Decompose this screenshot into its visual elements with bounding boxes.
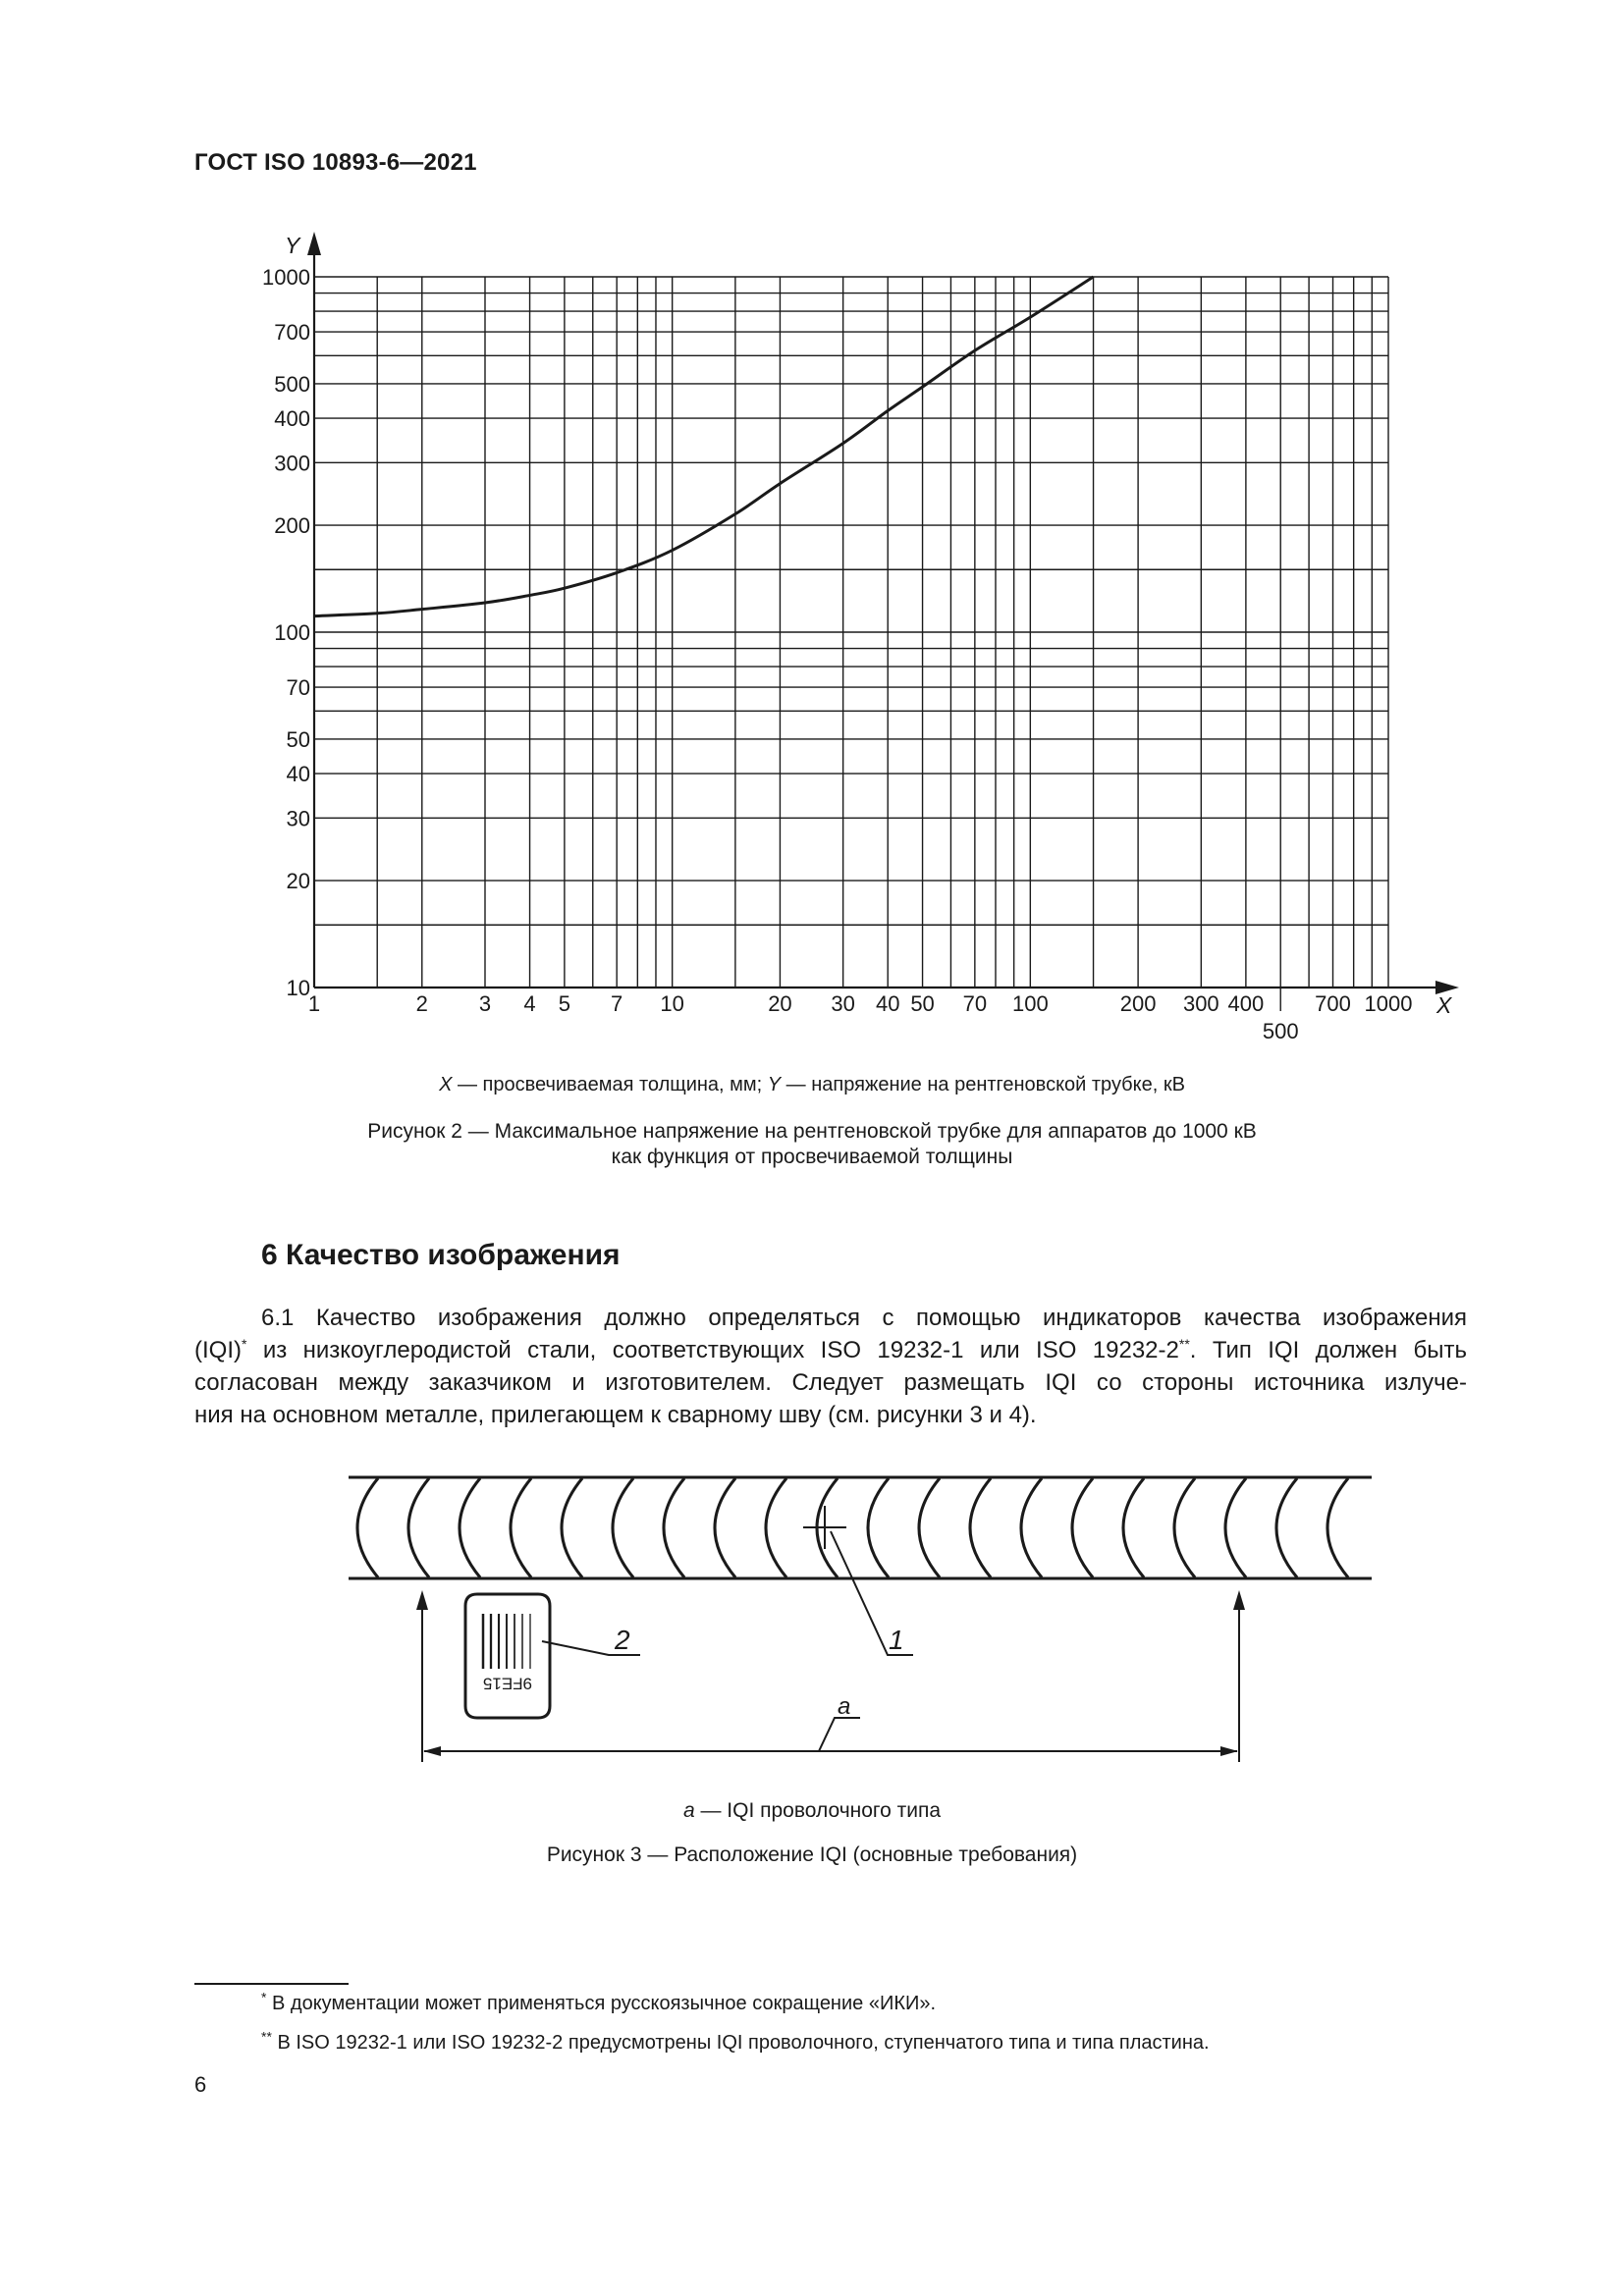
y-tick-label: 500	[274, 371, 310, 397]
y-tick-label: 30	[286, 806, 310, 831]
weld-ripple-arc	[357, 1478, 378, 1577]
dimension-arrow-right	[1220, 1746, 1238, 1756]
legend-x-text: — просвечиваемая толщина, мм;	[452, 1074, 768, 1095]
y-tick-label: 700	[274, 320, 310, 346]
paragraph-fragment: из низкоуглеродистой стали, соответствующих ISO 19232-1 или ISO 19232-2	[246, 1337, 1179, 1363]
weld-ripple-arc	[1021, 1478, 1042, 1577]
weld-ripple-arc	[1072, 1478, 1093, 1577]
voltage-thickness-chart	[0, 0, 1624, 1070]
weld-ripple-arc	[1276, 1478, 1297, 1577]
figure2-caption-line2: как функция от просвечиваемой толщины	[611, 1146, 1013, 1168]
y-axis-label: Y	[285, 233, 300, 258]
iqi-marking: 9FE15	[482, 1674, 533, 1693]
y-tick-label: 50	[286, 726, 310, 752]
document-header: ГОСТ ISO 10893-6—2021	[194, 149, 477, 176]
section-paragraph	[194, 1302, 1467, 1431]
weld-ripples	[357, 1478, 1348, 1577]
legend-y-text: — напряжение на рентгеновской трубке, кВ	[781, 1074, 1185, 1095]
paragraph-fragment: (IQI)	[194, 1337, 242, 1363]
figure3-caption: Рисунок 3 — Расположение IQI (основные требования)	[546, 1843, 1078, 1866]
x-tick-label: 500	[1262, 1019, 1299, 1043]
paragraph-fragment: . Тип IQI должен быть	[1189, 1337, 1467, 1363]
weld-ripple-arc	[1327, 1478, 1348, 1577]
weld-ripple-arc	[1174, 1478, 1195, 1577]
weld-ripple-arc	[1123, 1478, 1144, 1577]
callout-label-2: 2	[615, 1625, 630, 1655]
y-tick-label: 70	[286, 675, 310, 701]
weld-ripple-arc	[715, 1478, 735, 1577]
footnote-ref: **	[1178, 1336, 1190, 1352]
footnote-text: В ISO 19232-1 или ISO 19232-2 предусмотрены IQI проволочного, ступенчатого типа и типа пластина.	[271, 2032, 1210, 2054]
leader-line-a	[819, 1718, 860, 1751]
iqi-plate	[465, 1594, 550, 1718]
paragraph-line: согласован между заказчиком и изготовителем. Следует размещать IQI со стороны источника излуче-	[194, 1369, 1467, 1396]
x-axis-label: X	[1436, 992, 1452, 1018]
weld-ripple-arc	[766, 1478, 786, 1577]
figure2-legend	[0, 1074, 1624, 1096]
callout-label-1: 1	[889, 1625, 904, 1655]
weld-ripple-arc	[562, 1478, 582, 1577]
x-tick-label: 3	[478, 991, 492, 1016]
x-tick-label: 200	[1119, 991, 1157, 1016]
x-tick-labels	[308, 991, 1413, 1043]
x-tick-label: 1	[307, 991, 321, 1016]
x-tick-label: 400	[1227, 991, 1265, 1016]
weld-ripple-arc	[511, 1478, 531, 1577]
figure2-caption-line1: Рисунок 2 — Максимальное напряжение на рентгеновской трубке для аппаратов до 1000 кВ	[367, 1120, 1257, 1143]
footnote-2	[261, 2028, 1210, 2055]
iqi-placement-diagram	[0, 1453, 1624, 1787]
chart-grid-horizontal	[314, 277, 1388, 988]
y-tick-labels	[262, 265, 310, 1000]
paragraph-line	[194, 1334, 1467, 1366]
y-tick-label: 100	[274, 620, 310, 645]
x-tick-label: 2	[415, 991, 428, 1016]
footnote-mark: *	[261, 1989, 267, 2005]
weld-ripple-arc	[919, 1478, 940, 1577]
weld-ripple-arc	[613, 1478, 633, 1577]
x-tick-label: 1000	[1364, 991, 1413, 1016]
figure2-caption	[0, 1119, 1624, 1170]
y-tick-label: 200	[274, 513, 310, 539]
x-tick-label: 700	[1315, 991, 1351, 1016]
paragraph-line: 6.1 Качество изображения должно определяться с помощью индикаторов качества изображения	[261, 1305, 1467, 1331]
footnote-mark: **	[261, 2028, 272, 2045]
right-marker-arrowhead	[1233, 1590, 1245, 1610]
x-tick-label: 4	[523, 991, 536, 1016]
x-tick-label: 10	[660, 991, 684, 1016]
figure3-legend	[0, 1799, 1624, 1823]
legend-x-symbol: X	[439, 1074, 453, 1095]
legend-a-text: — IQI проволочного типа	[694, 1799, 942, 1822]
y-tick-label: 20	[286, 869, 310, 894]
chart-axes	[307, 232, 1459, 1011]
weld-ripple-arc	[460, 1478, 480, 1577]
x-tick-label: 5	[558, 991, 571, 1016]
y-axis-arrowhead	[307, 232, 321, 255]
footnote-ref: *	[242, 1336, 247, 1352]
y-tick-label: 10	[286, 976, 310, 1000]
x-tick-label: 50	[910, 991, 935, 1016]
legend-a-symbol: a	[682, 1799, 695, 1822]
section-heading: 6 Качество изображения	[261, 1239, 621, 1271]
x-tick-label: 70	[962, 991, 988, 1016]
y-tick-label: 300	[274, 451, 310, 476]
weld-ripple-arc	[1225, 1478, 1246, 1577]
footnote-separator	[194, 1983, 349, 1985]
footnote-text: В документации может применяться русскоязычное сокращение «ИКИ».	[266, 1993, 937, 2014]
left-marker-arrowhead	[416, 1590, 428, 1610]
weld-ripple-arc	[970, 1478, 991, 1577]
weld-ripple-arc	[664, 1478, 684, 1577]
page-number: 6	[194, 2072, 207, 2097]
y-tick-label: 400	[274, 406, 310, 432]
y-tick-label: 40	[286, 762, 310, 787]
dimension-arrow-left	[423, 1746, 441, 1756]
x-tick-label: 20	[768, 991, 792, 1016]
y-tick-label: 1000	[262, 265, 310, 290]
footnote-1	[261, 1989, 937, 2015]
x-tick-label: 100	[1011, 991, 1049, 1016]
x-tick-label: 30	[831, 991, 855, 1016]
x-tick-label: 300	[1182, 991, 1219, 1016]
x-tick-label: 7	[611, 991, 623, 1016]
chart-series	[314, 277, 1094, 616]
dimension-label-a: a	[838, 1693, 851, 1720]
series-line	[314, 277, 1094, 616]
x-tick-label: 40	[875, 991, 900, 1016]
weld-ripple-arc	[408, 1478, 429, 1577]
paragraph-line: ния на основном металле, прилегающем к сварному шву (см. рисунки 3 и 4).	[194, 1402, 1037, 1428]
weld-ripple-arc	[868, 1478, 889, 1577]
legend-y-symbol: Y	[767, 1074, 782, 1095]
